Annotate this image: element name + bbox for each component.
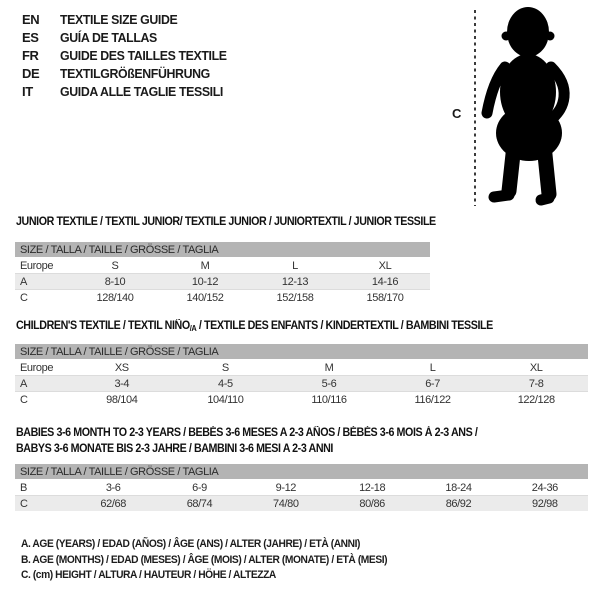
size-cell: S	[174, 360, 278, 376]
babies-table-title-line2: BABYS 3-6 MONATE BIS 2-3 JAHRE / BAMBINI 3-6 MESI A 2-3 ANNI	[16, 443, 333, 455]
footnote-c: C. (cm) HEIGHT / ALTURA / HAUTEUR / HÖHE / ALTEZZA	[21, 569, 276, 581]
height-cell: 152/158	[276, 291, 314, 304]
language-code: ES	[22, 30, 39, 45]
size-header-bar	[15, 464, 588, 480]
height-measure-dashed-line	[474, 10, 476, 206]
language-title: GUIDE DES TAILLES TEXTILE	[60, 48, 227, 63]
language-header	[22, 11, 235, 101]
children-title-part: / TEXTILE DES ENFANTS / KINDERTEXTIL / BAMBINI TESSILE	[196, 320, 493, 332]
size-header-label: SIZE / TALLA / TAILLE / GRÖSSE / TAGLIA	[15, 344, 588, 360]
language-row	[22, 29, 235, 47]
height-cell: 104/110	[207, 393, 244, 406]
children-title-part: CHILDREN'S TEXTILE / TEXTIL NIÑO	[16, 320, 190, 332]
size-header-label: SIZE / TALLA / TAILLE / GRÖSSE / TAGLIA	[15, 464, 588, 480]
height-cell: 158/170	[366, 291, 404, 304]
children-title-subscript: /A	[189, 324, 197, 333]
age-cell: 18-24	[415, 480, 501, 496]
junior-size-table	[15, 242, 430, 305]
row-label: C	[20, 393, 28, 406]
size-cell: XL	[484, 360, 588, 376]
table-row-height	[15, 290, 430, 306]
table-row-height	[15, 496, 588, 512]
size-cell: L	[250, 258, 340, 274]
table-row-europe	[15, 360, 588, 376]
table-row-age	[15, 376, 588, 392]
age-cell: 9-12	[243, 480, 329, 496]
height-cell: 122/128	[517, 393, 555, 406]
babies-table-title-line1: BABIES 3-6 MONTH TO 2-3 YEARS / BEBÉS 3-6 MESES A 2-3 AÑOS / BÉBÉS 3-6 MOIS À 2-3 ANS /	[16, 427, 478, 439]
height-cell: 62/68	[70, 496, 156, 512]
measure-label-c: C	[452, 106, 462, 121]
age-cell: 4-5	[174, 376, 278, 392]
table-row-age	[15, 274, 430, 290]
height-cell: 68/74	[156, 496, 242, 512]
language-row	[22, 65, 235, 83]
size-cell: XS	[70, 360, 174, 376]
language-code: IT	[22, 84, 33, 99]
age-cell: 24-36	[502, 480, 588, 496]
size-cell: S	[70, 258, 160, 274]
age-cell: 10-12	[160, 274, 250, 290]
table-row-height	[15, 392, 588, 408]
row-label: A	[15, 376, 70, 392]
height-cell: 92/98	[502, 496, 588, 512]
age-cell: 8-10	[70, 274, 160, 290]
age-cell: 7-8	[484, 376, 588, 392]
row-label: C	[20, 291, 28, 304]
size-header-bar	[15, 242, 430, 258]
language-code: DE	[22, 66, 40, 81]
footnote-a: A. AGE (YEARS) / EDAD (AÑOS) / ÂGE (ANS) / ALTER (JAHRE) / ETÀ (ANNI)	[21, 538, 361, 550]
language-row	[22, 83, 235, 101]
footnote-b: B. AGE (MONTHS) / EDAD (MESES) / ÂGE (MOIS) / ALTER (MONATE) / ETÀ (MESI)	[21, 553, 388, 566]
height-cell: 74/80	[243, 496, 329, 512]
language-row	[22, 11, 235, 29]
age-cell: 6-9	[156, 480, 242, 496]
age-cell: 12-18	[329, 480, 415, 496]
height-cell: 128/140	[96, 291, 134, 304]
row-label: Europe	[15, 360, 70, 376]
size-cell: L	[381, 360, 485, 376]
height-cell: 86/92	[415, 496, 501, 512]
language-title: TEXTILE SIZE GUIDE	[60, 12, 178, 27]
height-cell: 80/86	[329, 496, 415, 512]
size-cell: M	[160, 258, 250, 274]
babies-size-table	[15, 464, 588, 511]
row-label: B	[15, 480, 70, 496]
table-row-europe	[15, 258, 430, 274]
language-title: TEXTILGRÖßENFÜHRUNG	[60, 66, 210, 81]
size-cell: M	[277, 360, 381, 376]
age-cell: 5-6	[277, 376, 381, 392]
children-size-table	[15, 344, 588, 407]
row-label: A	[15, 274, 70, 290]
age-cell: 12-13	[250, 274, 340, 290]
size-header-bar	[15, 344, 588, 360]
language-title: GUÍA DE TALLAS	[60, 30, 157, 45]
table-row-age-months	[15, 480, 588, 496]
row-label: C	[15, 496, 70, 512]
size-header-label: SIZE / TALLA / TAILLE / GRÖSSE / TAGLIA	[15, 242, 430, 258]
age-cell: 14-16	[340, 274, 430, 290]
height-cell: 140/152	[186, 291, 224, 304]
footnotes-block	[21, 537, 415, 584]
age-cell: 3-4	[70, 376, 174, 392]
height-cell: 110/116	[311, 393, 347, 406]
language-row	[22, 47, 235, 65]
language-title: GUIDA ALLE TAGLIE TESSILI	[60, 84, 223, 99]
size-cell: XL	[340, 258, 430, 274]
height-cell: 98/104	[106, 393, 138, 406]
age-cell: 3-6	[70, 480, 156, 496]
language-code: FR	[22, 48, 39, 63]
language-code: EN	[22, 12, 40, 27]
children-table-title	[16, 320, 493, 333]
height-cell: 116/122	[414, 393, 451, 406]
baby-silhouette	[481, 5, 583, 207]
row-label: Europe	[15, 258, 70, 274]
junior-table-title: JUNIOR TEXTILE / TEXTIL JUNIOR/ TEXTILE JUNIOR / JUNIORTEXTIL / JUNIOR TESSILE	[16, 216, 436, 228]
age-cell: 6-7	[381, 376, 485, 392]
